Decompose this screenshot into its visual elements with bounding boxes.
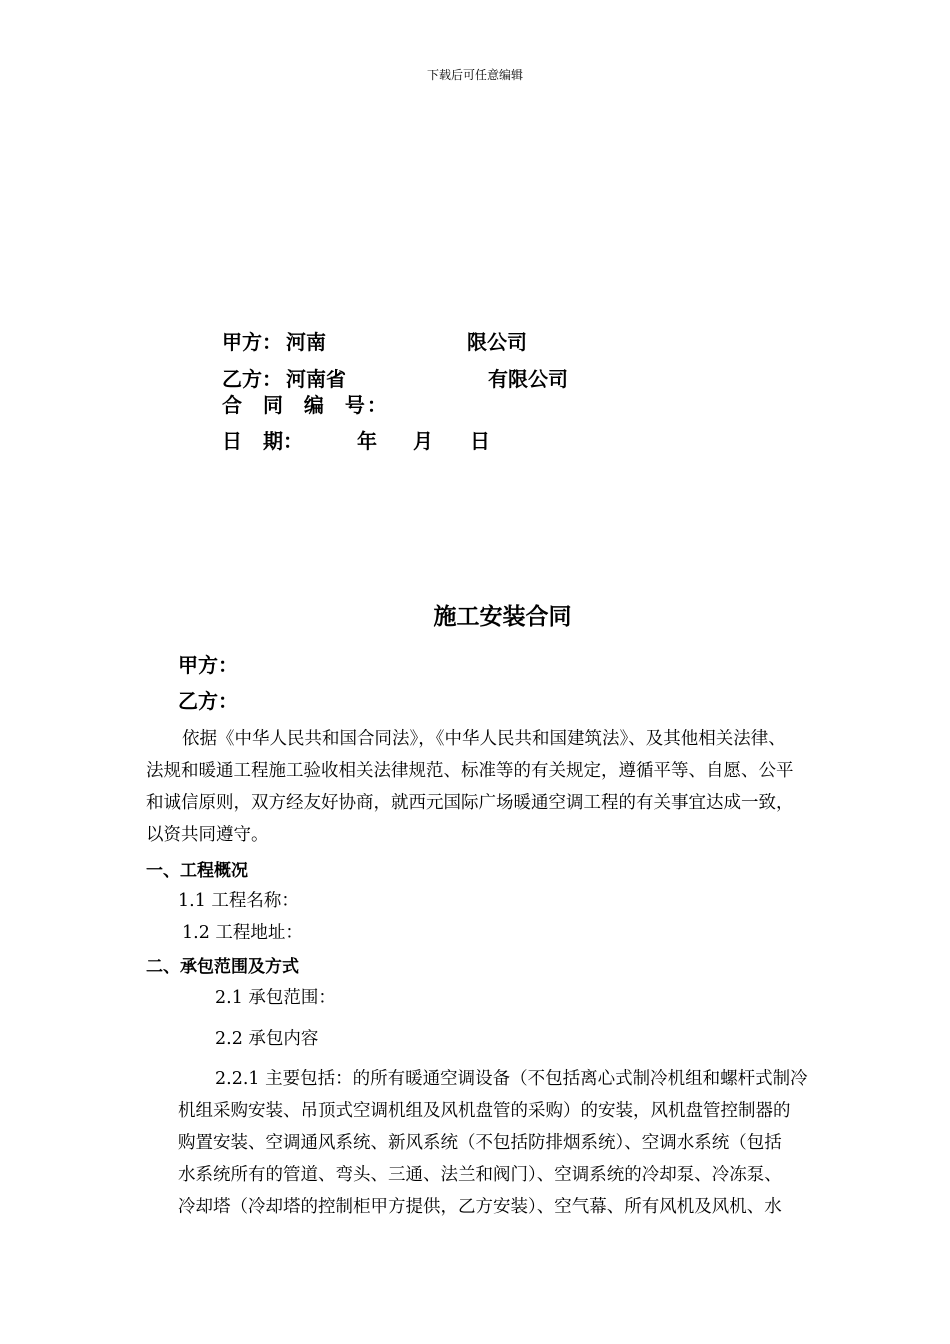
item-2-2: 2.2 承包内容 — [215, 1029, 319, 1049]
cover-party-a-suffix: 限公司 — [467, 330, 527, 354]
cover-party-a-label: 甲方： — [222, 330, 282, 354]
cover-party-b-label: 乙方： — [222, 367, 282, 391]
intro-line: 以资共同遵守。 — [146, 825, 269, 845]
intro-line: 法规和暖通工程施工验收相关法律规范、标准等的有关规定，遵循平等、自愿、公平 — [146, 761, 794, 781]
item-2-2-1-line: 机组采购安装、吊顶式空调机组及风机盘管的采购）的安装，风机盘管控制器的 — [178, 1101, 791, 1121]
item-2-2-1-paragraph — [178, 1063, 878, 1223]
document-party-a: 甲方： — [178, 653, 238, 677]
item-1-1: 1.1 工程名称： — [178, 891, 299, 911]
cover-party-b-prefix: 河南省 — [286, 367, 346, 391]
cover-contract-number: 合 同 编 号： — [222, 393, 389, 417]
item-1-2: 1.2 工程地址： — [182, 923, 303, 943]
cover-party-b-suffix: 有限公司 — [488, 367, 568, 391]
item-2-2-1-line: 水系统所有的管道、弯头、三通、法兰和阀门）、空调系统的冷却泵、冷冻泵、 — [178, 1165, 782, 1185]
intro-line: 和诚信原则，双方经友好协商，就西元国际广场暖通空调工程的有关事宜达成一致， — [146, 793, 794, 813]
cover-date-month: 月 — [413, 429, 433, 453]
item-2-2-1-line: 购置安装、空调通风系统、新风系统（不包括防排烟系统）、空调水系统（包括 — [178, 1133, 782, 1153]
cover-date-year: 年 — [357, 429, 377, 453]
section-1-title: 一、工程概况 — [146, 861, 248, 881]
intro-line: 依据《中华人民共和国合同法》，《中华人民共和国建筑法》、及其他相关法律、 — [182, 729, 786, 749]
cover-date-day: 日 — [470, 429, 490, 453]
page-header-note: 下载后可任意编辑 — [426, 68, 523, 82]
item-2-2-1-line: 2.2.1 主要包括：的所有暖通空调设备（不包括离心式制冷机组和螺杆式制冷 — [215, 1069, 808, 1089]
document-title: 施工安装合同 — [433, 604, 572, 630]
document-party-b: 乙方： — [178, 689, 238, 713]
section-2-title: 二、承包范围及方式 — [146, 957, 299, 977]
cover-party-a-prefix: 河南 — [286, 330, 326, 354]
cover-date-label: 日 期： — [222, 429, 303, 453]
item-2-2-1-line: 冷却塔（冷却塔的控制柜甲方提供，乙方安装）、空气幕、所有风机及风机、水 — [178, 1197, 782, 1217]
item-2-1: 2.1 承包范围： — [215, 988, 336, 1008]
intro-paragraph — [146, 723, 886, 851]
